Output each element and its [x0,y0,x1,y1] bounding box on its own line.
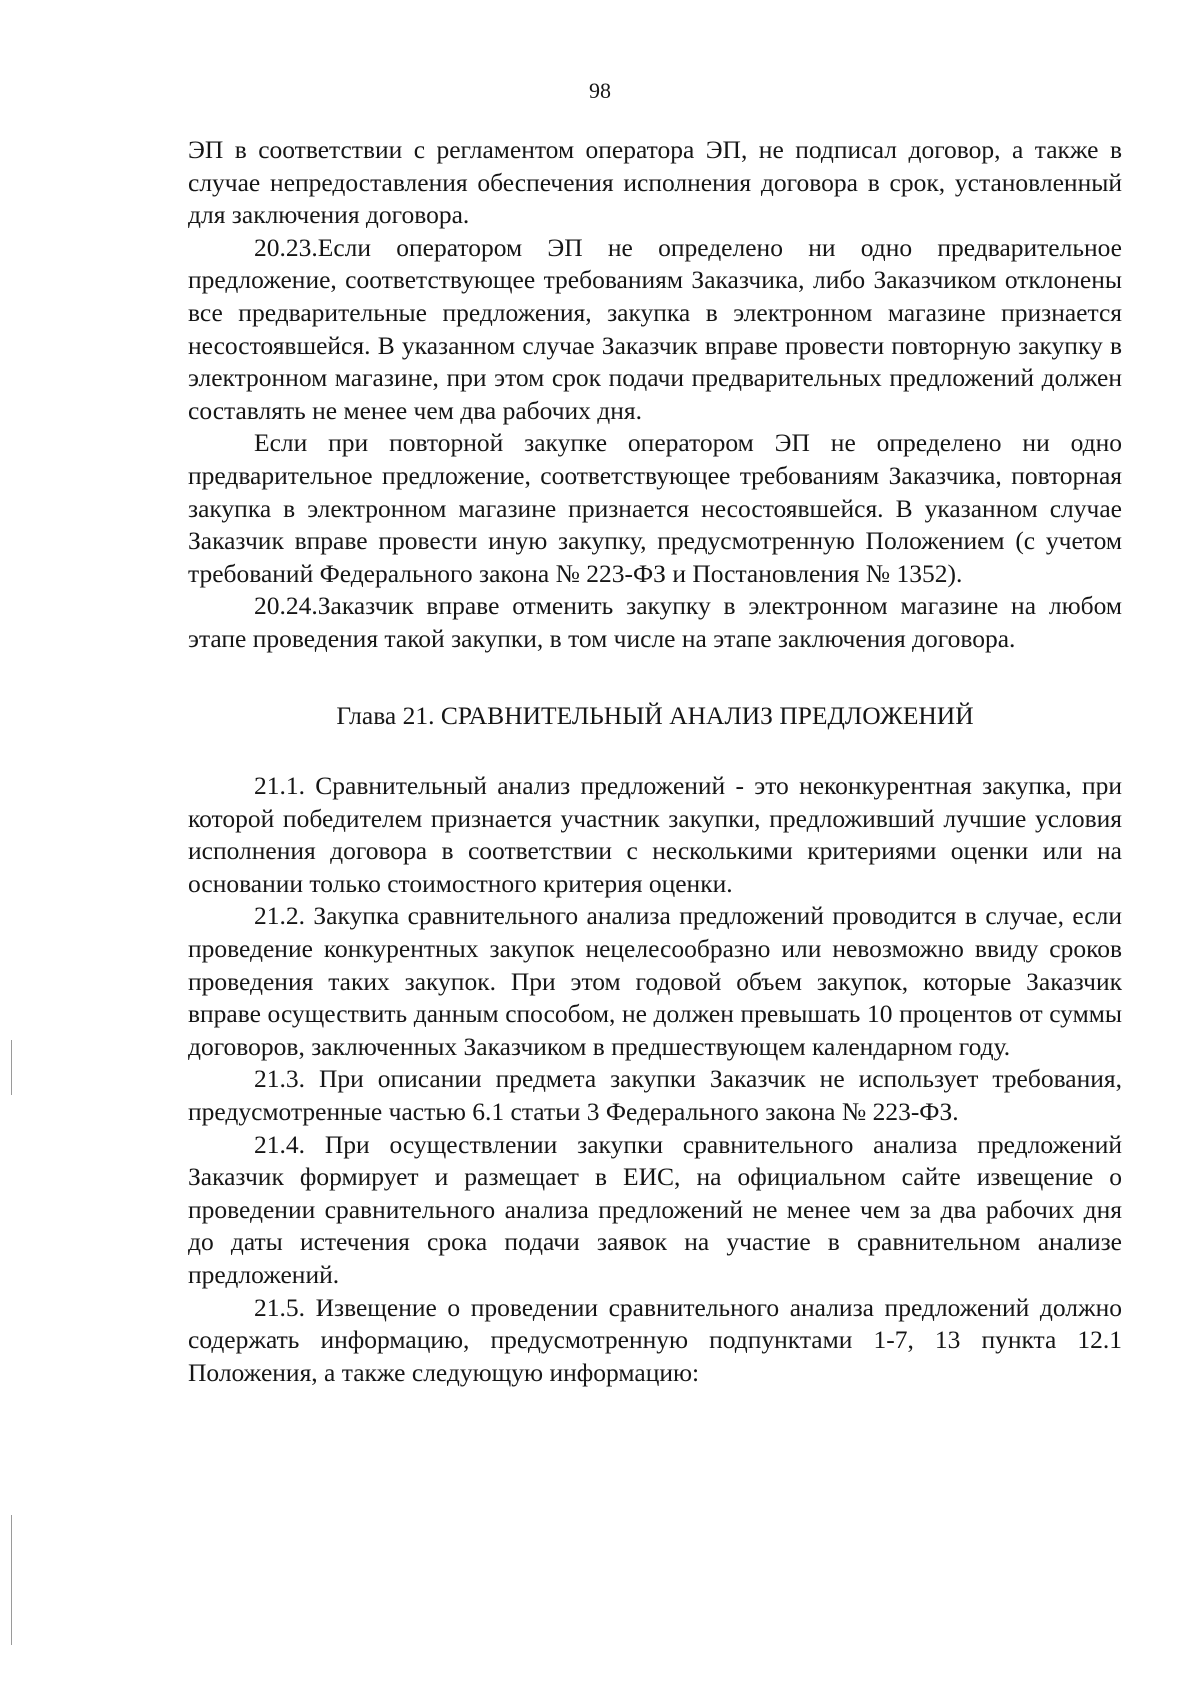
paragraph-21-5: 21.5. Извещение о проведении сравнительного анализа предложений должно содержать информацию, предусмотренную подпунктами 1-7, 13 пункта 12.1 Положения, а также следующую информацию: [188,1292,1122,1387]
document-body [188,134,1122,1389]
page-number: 98 [589,78,611,103]
scan-artifact-line [11,1515,12,1645]
paragraph-20-24: 20.24.Заказчик вправе отменить закупку в электронном магазине на любом этапе проведения такой закупки, в том числе на этапе заключения договора. [188,591,1122,653]
paragraph-21-2: 21.2. Закупка сравнительного анализа предложений проводится в случае, если проведение конкурентных закупок нецелесообразно или невозможно ввиду сроков проведения таких закупок. При этом годовой объем закупок, которые Заказчик вправе осуществить данным способом, не должен превышать 10 процентов от суммы договоров, заключенных Заказчиком в предшествующем календарном году. [188,901,1122,1061]
chapter-heading: Глава 21. СРАВНИТЕЛЬНЫЙ АНАЛИЗ ПРЕДЛОЖЕНИЙ [336,700,974,730]
paragraph-21-4: 21.4. При осуществлении закупки сравнительного анализа предложений Заказчик формирует и размещает в ЕИС, на официальном сайте извещение о проведении сравнительного анализа предложений не менее чем за два рабочих дня до даты истечения срока подачи заявок на участие в сравнительном анализе предложений. [188,1129,1122,1289]
paragraph: Если при повторной закупке оператором ЭП не определено ни одно предварительное предложение, соответствующее требованиям Заказчика, повторная закупка в электронном магазине признается несостоявшейся. В указанном случае Заказчик вправе провести иную закупку, предусмотренную Положением (с учетом требований Федерального закона № 223-ФЗ и Постановления № 1352). [188,428,1122,588]
paragraph: ЭП в соответствии с регламентом оператора ЭП, не подписал договор, а также в случае непредоставления обеспечения исполнения договора в срок, установленный для заключения договора. [188,135,1122,230]
paragraph-21-1: 21.1. Сравнительный анализ предложений - это неконкурентная закупка, при которой победителем признается участник закупки, предложивший лучшие условия исполнения договора в соответствии с несколькими критериями оценки или на основании только стоимостного критерия оценки. [188,771,1122,898]
scan-artifact-line [11,1040,12,1095]
paragraph-20-23: 20.23.Если оператором ЭП не определено ни одно предварительное предложение, соответствующее требованиям Заказчика, либо Заказчиком отклонены все предварительные предложения, закупка в электронном магазине признается несостоявшейся. В указанном случае Заказчик вправе провести повторную закупку в электронном магазине, при этом срок подачи предварительных предложений должен составлять не менее чем два рабочих дня. [188,232,1122,425]
paragraph-21-3: 21.3. При описании предмета закупки Заказчик не использует требования, предусмотренные частью 6.1 статьи 3 Федерального закона № 223-ФЗ. [188,1064,1122,1127]
